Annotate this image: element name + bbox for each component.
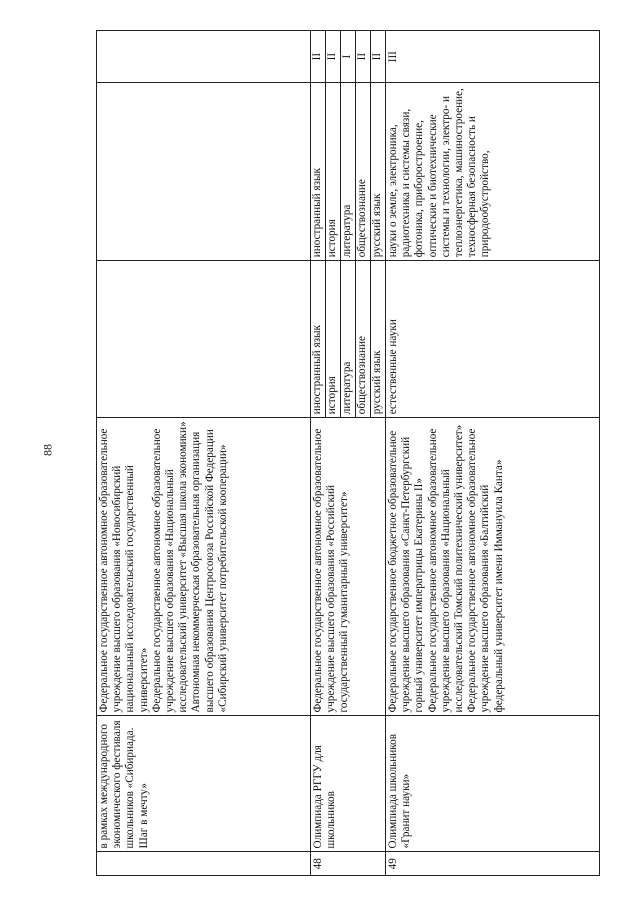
profile-item: история [326,83,341,260]
page-number: 88 [40,444,55,456]
level-cell [311,31,386,83]
row-number: 49 [386,852,600,876]
organizer-text: Автономная некоммерческая образовательная организация высшего образования Центросоюза Российской Федерации «Сибирский университет потребительской кооперации» [190,429,229,713]
subjects-cell [97,261,311,418]
olympiad-name: в рамках международного экономического фестиваля школьников «Сибириада. Шаг в мечту» [97,716,311,852]
table-row [97,31,311,876]
profiles-cell [311,83,386,261]
olympiad-name: Олимпиада школьников «Гранит науки» [386,716,600,852]
level-item: II [356,31,371,82]
subjects-cell [311,261,386,418]
rotated-page-content [96,30,600,876]
level-item: II [371,52,383,61]
organizer-text: Федеральное государственное автономное образовательное учреждение высшего образования «Национальный исследовательский Томский политехнический университет» [426,424,466,713]
level-item: I [341,31,356,82]
organizer-text: Федеральное государственное бюджетное образовательное учреждение высшего образования «Санкт-Петербургский горный университет императрицы Екатерины II» [387,430,426,713]
profile-item: литература [341,83,356,260]
profiles-cell [97,83,311,261]
profile-item: иностранный язык [311,83,326,260]
row-number: 48 [311,852,386,876]
level-item: II [326,31,341,82]
subjects-cell: естественные науки [386,261,600,418]
subject-item: иностранный язык [311,261,326,417]
organizer-text: Федеральное государственное автономное образовательное учреждение высшего образования «Балтийский федеральный университет имени Иммануила Канта» [466,428,505,713]
profiles-cell: науки о земле, электроника, радиотехника и системы связи, фотоника, приборостроение, оптические и биотехнические системы и технологии, электро- и теплоэнергетика, машиностроение, техносферная безопасность и природообустройство, [386,83,600,261]
row-number [97,852,311,876]
profile-item: русский язык [371,193,383,258]
olympiad-name: Олимпиада РГГУ для школьников [311,716,386,852]
level-item: II [311,31,326,82]
subject-item: русский язык [371,350,383,415]
subject-item: литература [341,261,356,417]
organizer-text: Федеральное государственное автономное образовательное учреждение высшего образования «Новосибирский национальный исследовательский государственный университет» [98,428,150,713]
level-cell: III [386,31,600,83]
olympiad-table [96,30,600,876]
table-row [311,31,386,876]
organizers-cell [97,418,311,716]
table-row [386,31,600,876]
organizer-text: Федеральное государственное автономное образовательное учреждение высшего образования «Национальный исследовательский университет «Высшая школа экономики» [150,421,190,713]
organizers-cell [311,418,386,716]
organizer-text: Федеральное государственное автономное образовательное учреждение высшего образования «Российский государственный гуманитарный университет» [312,428,351,713]
organizers-cell [386,418,600,716]
subject-item: история [326,261,341,417]
level-cell [97,31,311,83]
subject-item: обществознание [356,261,371,417]
profile-item: обществознание [356,83,371,260]
